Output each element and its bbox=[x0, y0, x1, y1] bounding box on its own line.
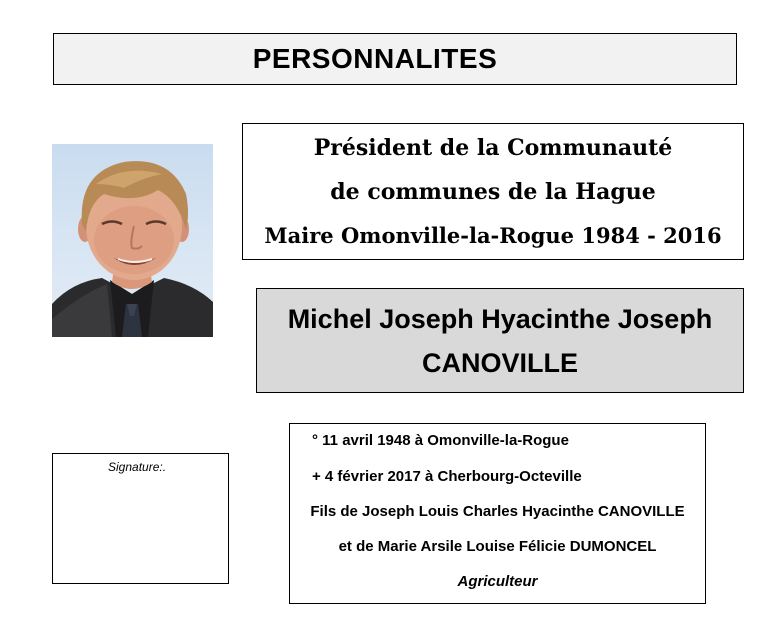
signature-label: Signature:. bbox=[108, 460, 167, 474]
portrait-illustration bbox=[52, 144, 213, 337]
birth-line: ° 11 avril 1948 à Omonville-la-Rogue bbox=[312, 432, 569, 449]
occupation-line: Agriculteur bbox=[457, 573, 538, 590]
signature-box bbox=[52, 453, 229, 584]
surname: CANOVILLE bbox=[421, 347, 578, 378]
portrait-photo bbox=[52, 144, 213, 337]
father-line: Fils de Joseph Louis Charles Hyacinthe CANOVILLE bbox=[310, 503, 685, 520]
biography-box bbox=[289, 423, 706, 604]
role-box bbox=[242, 123, 744, 260]
name-box bbox=[256, 288, 744, 393]
role-line-1: Président de la Communauté bbox=[313, 134, 673, 161]
given-names: Michel Joseph Hyacinthe Joseph bbox=[287, 303, 713, 334]
death-line: + 4 février 2017 à Cherbourg-Octeville bbox=[312, 468, 582, 485]
page-title: PERSONNALITES bbox=[252, 43, 498, 74]
header-banner bbox=[53, 33, 737, 85]
role-line-3: Maire Omonville-la-Rogue 1984 - 2016 bbox=[264, 222, 722, 248]
role-line-2: de communes de la Hague bbox=[330, 178, 656, 205]
mother-line: et de Marie Arsile Louise Félicie DUMONCEL bbox=[338, 538, 657, 555]
